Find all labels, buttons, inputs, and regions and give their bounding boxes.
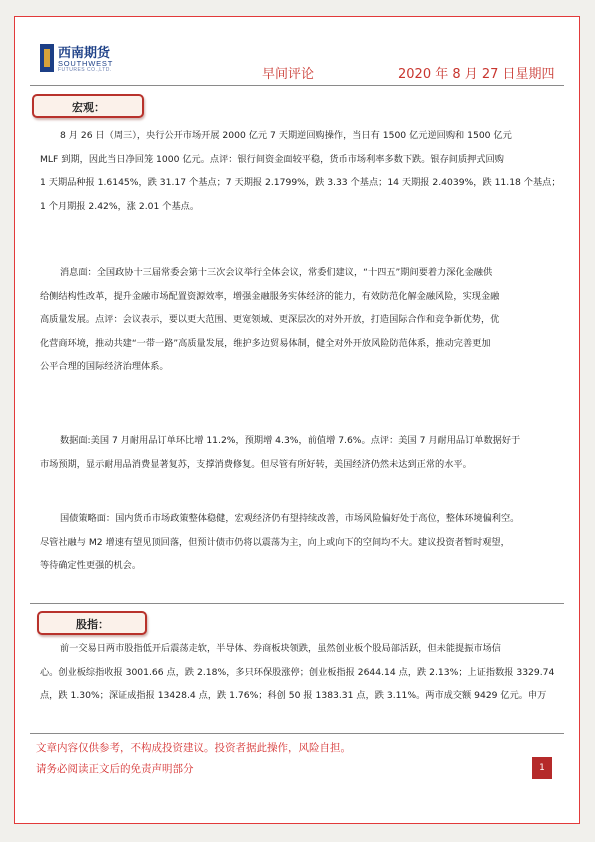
text-line: 消息面：全国政协十三届常委会第十三次会议举行全体会议，常委们建议，“十四五”期间要着力深化金融供 bbox=[60, 267, 493, 278]
text-line: 1 个月期报 2.42%，涨 2.01 个基点。 bbox=[40, 200, 200, 212]
text-line: 数据面:美国 7 月耐用品订单环比增 11.2%，预期增 4.3%，前值增 7.6%。点评：美国 7 月耐用品订单数据好于 bbox=[60, 435, 521, 446]
footer-divider bbox=[30, 733, 564, 734]
disclaimer-line-2: 请务必阅读正文后的免责声明部分 bbox=[36, 763, 194, 775]
logo-text-cn: 西南期货 bbox=[58, 46, 111, 61]
macro-paragraph-3 bbox=[40, 429, 560, 476]
disclaimer-line-1: 文章内容仅供参考，不构成投资建议。投资者据此操作，风险自担。 bbox=[36, 742, 351, 754]
text-line: 前一交易日两市股指低开后震荡走软，半导体、券商板块领跌，虽然创业板个股局部活跃，但未能提振市场信 bbox=[60, 643, 501, 654]
macro-paragraph-1 bbox=[40, 124, 560, 218]
page-number: 1 bbox=[532, 757, 552, 779]
header-divider bbox=[30, 85, 564, 86]
report-name: 早间评论 bbox=[262, 67, 315, 82]
text-line: 国债策略面：国内货币市场政策整体稳健，宏观经济仍有望持续改善，市场风险偏好处于高位，整体环境偏利空。 bbox=[60, 513, 520, 524]
text-line: 8 月 26 日（周三），央行公开市场开展 2000 亿元 7 天期逆回购操作，当日有 1500 亿元逆回购和 1500 亿元 bbox=[60, 130, 512, 141]
logo-mark-icon bbox=[40, 44, 54, 72]
company-logo bbox=[40, 42, 130, 76]
text-line: 化营商环境，推动共建“一带一路”高质量发展，维护多边贸易体制，健全对外开放风险防范体系，推动完善更加 bbox=[40, 337, 491, 349]
macro-paragraph-2 bbox=[40, 261, 560, 379]
text-line: 1 天期品种报 1.6145%，跌 31.17 个基点；7 天期报 2.1799%，跌 3.33 个基点；14 天期报 2.4039%，跌 11.18 个基点； bbox=[40, 177, 561, 188]
text-line: 点，跌 1.30%；深证成指报 13428.4 点，跌 1.76%；科创 50 报 1383.31 点，跌 3.11%。两市成交额 9429 亿元。申万 bbox=[40, 690, 547, 701]
stock-paragraph-1 bbox=[40, 637, 560, 708]
text-line: 市场预期，显示耐用品消费显著复苏，支撑消费修复。但尽管有所好转，美国经济仍然未达到正常的水平。 bbox=[40, 458, 472, 470]
text-line: 高质量发展。点评：会议表示，要以更大范围、更宽领域、更深层次的对外开放，打造国际合作和竞争新优势，优 bbox=[40, 314, 500, 325]
macro-paragraph-4 bbox=[40, 507, 560, 578]
text-line: 公平合理的国际经济治理体系。 bbox=[40, 361, 169, 372]
section-heading-stock: 股指： bbox=[76, 618, 109, 631]
report-date: 2020 年 8 月 27 日星期四 bbox=[398, 67, 555, 82]
text-line: 心。创业板综指收报 3001.66 点，跌 2.18%，多只环保股涨停；创业板指报 2644.14 点，跌 2.13%；上证指数报 3329.74 bbox=[40, 666, 555, 678]
section-heading-macro: 宏观： bbox=[72, 101, 105, 114]
logo-text-en: SOUTHWEST bbox=[58, 59, 114, 68]
text-line: 等待确定性更强的机会。 bbox=[40, 560, 142, 571]
text-line: 给侧结构性改革，提升金融市场配置资源效率，增强金融服务实体经济的能力，有效防范化解金融风险，实现金融 bbox=[40, 290, 500, 302]
section-divider bbox=[30, 603, 564, 604]
logo-text-en2: FUTURES CO.,LTD. bbox=[58, 67, 112, 73]
text-line: 尽管社融与 M2 增速有望见顶回落，但预计债市仍将以震荡为主，向上或向下的空间均不大。建议投资者暂时观望， bbox=[40, 536, 510, 548]
text-line: MLF 到期，因此当日净回笼 1000 亿元。点评：银行间资金面较平稳，货币市场利率多数下跌。银存间质押式回购 bbox=[40, 153, 504, 165]
